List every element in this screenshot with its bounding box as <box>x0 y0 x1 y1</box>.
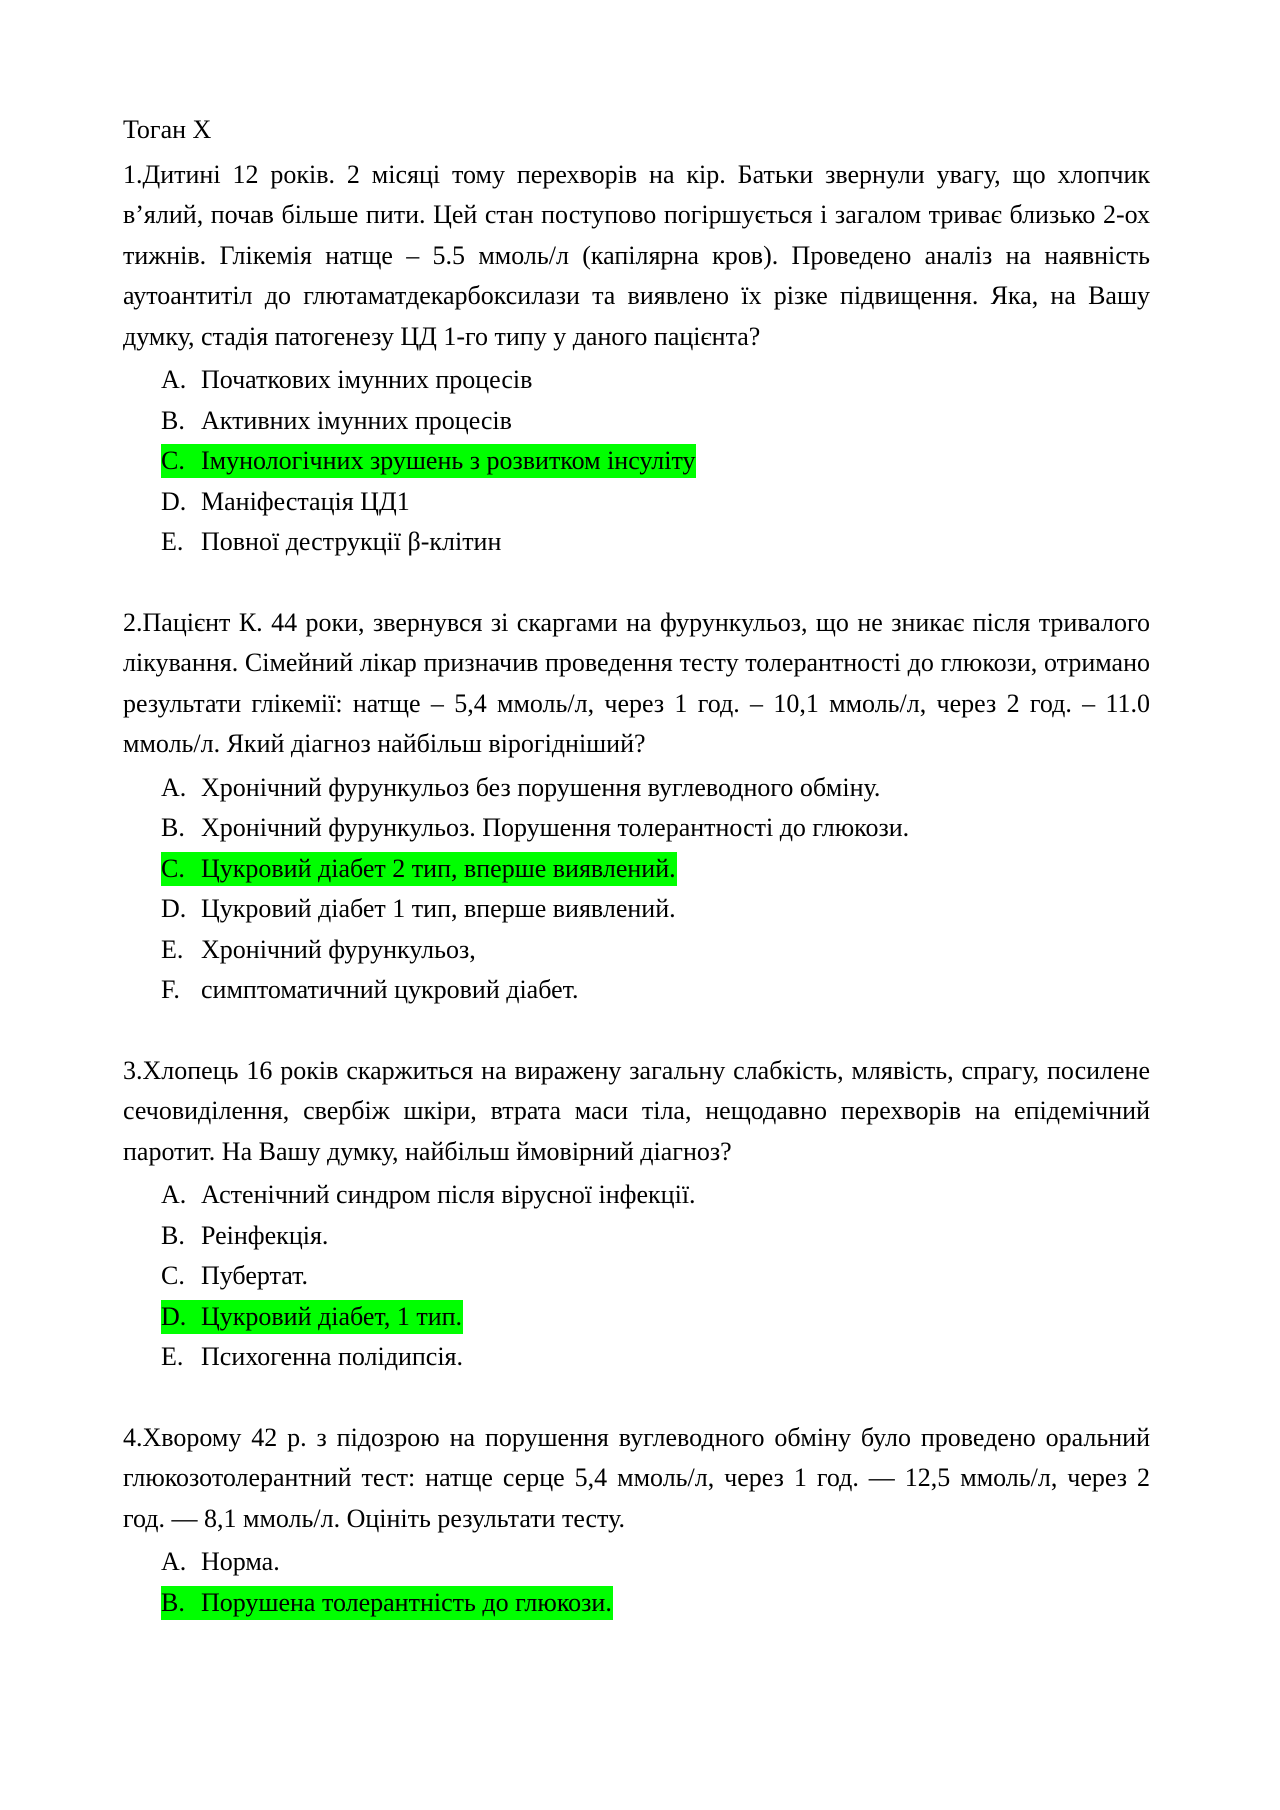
answer-option-e: E. Психогенна полідипсія. <box>161 1342 464 1371</box>
answer-options <box>123 768 1150 1011</box>
spacer <box>123 1378 1150 1418</box>
answer-option-f: F. симптоматичний цукровий діабет. <box>161 975 579 1004</box>
author-name: Тоган Х <box>123 115 212 144</box>
answer-option-b: B. Активних імунних процесів <box>161 405 512 435</box>
question-stem: 4.Хворому 42 р. з підозрою на порушення вуглеводного обміну було проведено оральний глюкозотолерантний тест: натще серце 5,4 ммоль/л, через 1 год. — 12,5 ммоль/л, через 2 год. — 8,1 ммоль/л. Оцініть результати тесту. <box>123 1422 1150 1533</box>
answer-option-c-correct: C. Цукровий діабет 2 тип, вперше виявлений. <box>161 849 1150 890</box>
answer-option-b: B. Хронічний фурункульоз. Порушення толерантності до глюкози. <box>161 813 910 842</box>
question-stem: 3.Хлопець 16 років скаржиться на виражену загальну слабкість, млявість, спрагу, посилене сечовиділення, свербіж шкіри, втрата маси тіла, нещодавно перехворів на епідемічний паротит. На Вашу думку, найбільш ймовірний діагноз? <box>123 1055 1150 1166</box>
answer-option-d-correct: D. Цукровий діабет, 1 тип. <box>161 1297 1150 1338</box>
answer-option-d: D. Маніфестація ЦД1 <box>161 486 410 516</box>
answer-option-a: A. Початкових імунних процесів <box>161 365 533 394</box>
document-page <box>123 110 1150 1623</box>
question-4 <box>123 1418 1150 1624</box>
answer-option-a: A. Хронічний фурункульоз без порушення вуглеводного обміну. <box>161 772 881 802</box>
question-3 <box>123 1051 1150 1378</box>
answer-option-b-correct: B. Порушена толерантність до глюкози. <box>161 1583 1150 1624</box>
question-1 <box>123 155 1150 563</box>
answer-options <box>123 1542 1150 1623</box>
answer-options <box>123 360 1150 563</box>
question-stem: 2.Пацієнт К. 44 роки, звернувся зі скаргами на фурункульоз, що не зникає після тривалого лікування. Сімейний лікар призначив проведення тесту толерантності до глюкози, отримано результати глікемії: натще – 5,4 ммоль/л, через 1 год. – 10,1 ммоль/л, через 2 год. – 11.0 ммоль/л. Який діагноз найбільш вірогідніший? <box>123 607 1150 758</box>
answer-option-a: A. Норма. <box>161 1547 280 1576</box>
answer-option-b: B. Реінфекція. <box>161 1220 329 1250</box>
question-stem: 1.Дитині 12 років. 2 місяці тому перехворів на кір. Батьки звернули увагу, що хлопчик в’ялий, почав більше пити. Цей стан поступово погіршується і загалом триває близько 2-ох тижнів. Глікемія натще – 5.5 ммоль/л (капілярна кров). Проведено аналіз на наявність аутоантитіл до глютаматдекарбоксилази та виявлено їх різке підвищення. Яка, на Вашу думку, стадія патогенезу ЦД 1-го типу у даного пацієнта? <box>123 159 1150 351</box>
answer-option-e: E. Хронічний фурункульоз, <box>161 934 476 964</box>
spacer <box>123 1011 1150 1051</box>
answer-options <box>123 1175 1150 1378</box>
answer-option-c-correct: C. Імунологічних зрушень з розвитком інсуліту <box>161 441 1150 482</box>
spacer <box>123 563 1150 603</box>
answer-option-a: A. Астенічний синдром після вірусної інфекції. <box>161 1180 696 1209</box>
question-2 <box>123 603 1150 1011</box>
answer-option-d: D. Цукровий діабет 1 тип, вперше виявлений. <box>161 894 676 923</box>
answer-option-c: C. Пубертат. <box>161 1261 308 1290</box>
answer-option-e: E. Повної деструкції β-клітин <box>161 527 502 556</box>
